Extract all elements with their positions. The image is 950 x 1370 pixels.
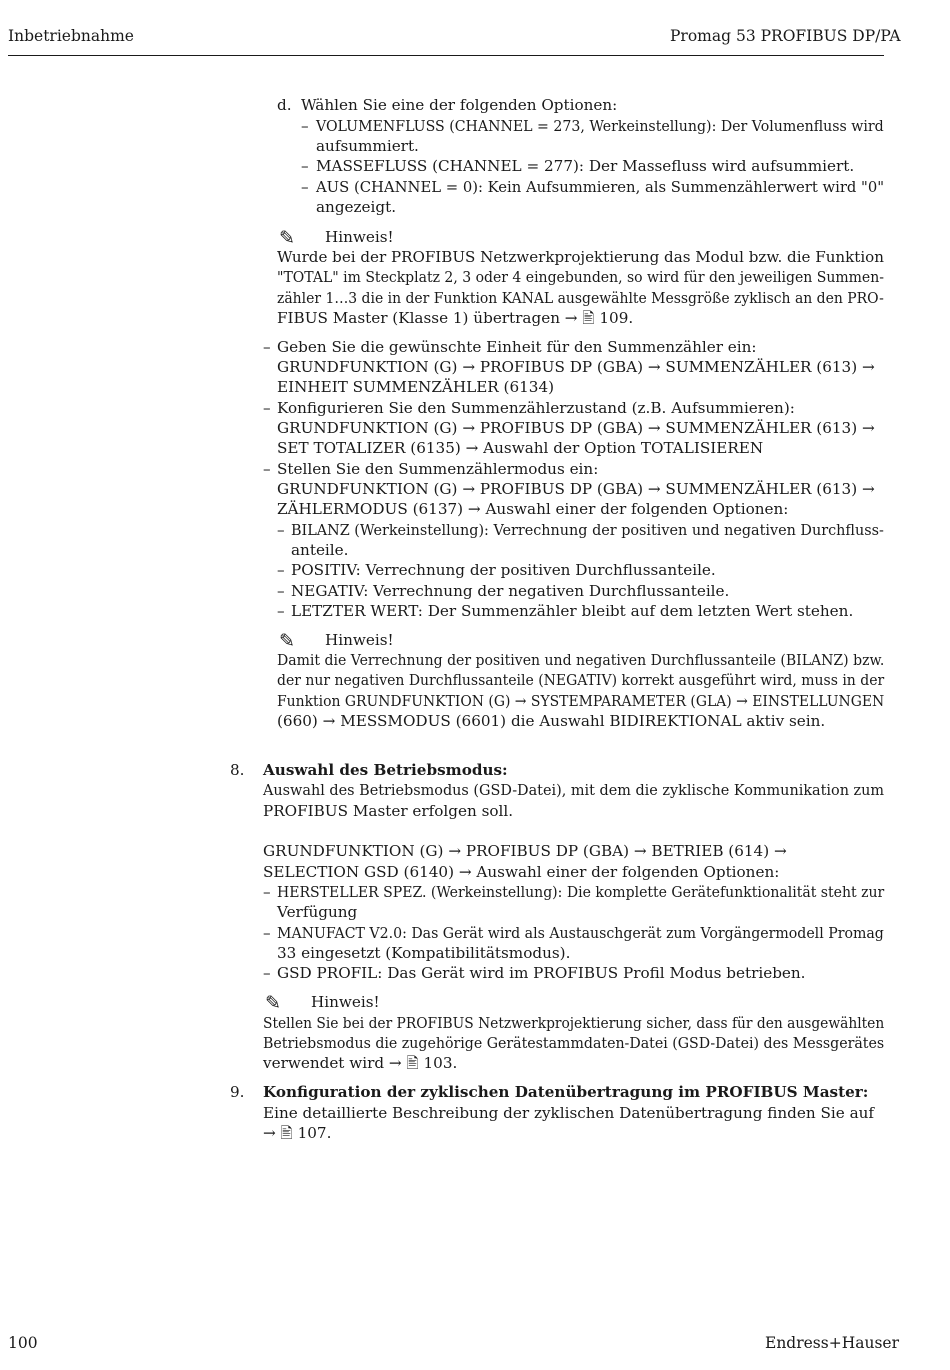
step-8-option-cont: Verfügung bbox=[277, 903, 358, 921]
config-item-path: ZÄHLERMODUS (6137) → Auswahl einer der folgenden Optionen: bbox=[277, 500, 789, 518]
dash-icon: – bbox=[301, 178, 309, 196]
note-line: (660) → MESSMODUS (6601) die Auswahl BIDIREKTIONAL aktiv sein. bbox=[277, 712, 826, 730]
step-8-text: PROFIBUS Master erfolgen soll. bbox=[263, 802, 514, 820]
mode-option: LETZTER WERT: Der Summenzähler bleibt auf dem letzten Wert stehen. bbox=[291, 602, 854, 620]
step-d-option-cont: angezeigt. bbox=[316, 198, 397, 216]
note-title: Hinweis! bbox=[325, 631, 394, 649]
step-8-number: 8. bbox=[230, 761, 245, 779]
step-9-text: Eine detaillierte Beschreibung der zyklischen Datenübertragung finden Sie auf bbox=[263, 1104, 875, 1122]
dash-icon: – bbox=[301, 117, 309, 135]
step-d-intro: Wählen Sie eine der folgenden Optionen: bbox=[301, 96, 618, 114]
note-line: verwendet wird → 🖹 103. bbox=[263, 1054, 458, 1072]
dash-icon: – bbox=[263, 338, 271, 356]
step-8-option: GSD PROFIL: Das Gerät wird im PROFIBUS Profil Modus betrieben. bbox=[277, 964, 806, 982]
footer-company: Endress+Hauser bbox=[765, 1334, 899, 1352]
config-item-path: GRUNDFUNKTION (G) → PROFIBUS DP (GBA) → SUMMENZÄHLER (613) → bbox=[277, 358, 875, 376]
dash-icon: – bbox=[263, 460, 271, 478]
pencil-icon: ✎ bbox=[265, 992, 281, 1014]
dash-icon: – bbox=[263, 924, 271, 942]
step-9-number: 9. bbox=[230, 1083, 245, 1101]
step-d-option-cont: aufsummiert. bbox=[316, 137, 419, 155]
header-rule bbox=[8, 55, 884, 56]
step-d-option: AUS (CHANNEL = 0): Kein Aufsummieren, als Summenzählerwert wird "0" bbox=[316, 178, 885, 196]
step-8-option-cont: 33 eingesetzt (Kompatibilitätsmodus). bbox=[277, 944, 571, 962]
config-item-path: SET TOTALIZER (6135) → Auswahl der Option TOTALISIEREN bbox=[277, 439, 764, 457]
config-item-path: EINHEIT SUMMENZÄHLER (6134) bbox=[277, 378, 555, 396]
note-line: Funktion GRUNDFUNKTION (G) → SYSTEMPARAMETER (GLA) → EINSTELLUNGEN bbox=[277, 692, 885, 710]
mode-option: POSITIV: Verrechnung der positiven Durchflussanteile. bbox=[291, 561, 716, 579]
running-header-product: Promag 53 PROFIBUS DP/PA bbox=[670, 27, 901, 45]
dash-icon: – bbox=[263, 883, 271, 901]
note-title: Hinweis! bbox=[311, 993, 380, 1011]
dash-icon: – bbox=[277, 602, 285, 620]
step-d-option: VOLUMENFLUSS (CHANNEL = 273, Werkeinstellung): Der Volumenfluss wird bbox=[316, 117, 884, 135]
config-item: Stellen Sie den Summenzählermodus ein: bbox=[277, 460, 599, 478]
step-9-heading: Konfiguration der zyklischen Datenübertragung im PROFIBUS Master: bbox=[263, 1083, 869, 1101]
step-d-marker: d. bbox=[277, 96, 292, 114]
step-8-option: MANUFACT V2.0: Das Gerät wird als Austauschgerät zum Vorgängermodell Promag bbox=[277, 924, 884, 942]
note-line: FIBUS Master (Klasse 1) übertragen → 🖹 109. bbox=[277, 309, 634, 327]
config-item-path: GRUNDFUNKTION (G) → PROFIBUS DP (GBA) → SUMMENZÄHLER (613) → bbox=[277, 480, 875, 498]
config-item: Geben Sie die gewünschte Einheit für den Summenzähler ein: bbox=[277, 338, 757, 356]
dash-icon: – bbox=[277, 521, 285, 539]
note-line: Wurde bei der PROFIBUS Netzwerkprojektierung das Modul bzw. die Funktion bbox=[277, 248, 884, 266]
note-line: Stellen Sie bei der PROFIBUS Netzwerkprojektierung sicher, dass für den ausgewählten bbox=[263, 1014, 885, 1032]
pencil-icon: ✎ bbox=[279, 227, 295, 249]
note-line: "TOTAL" im Steckplatz 2, 3 oder 4 eingebunden, so wird für den jeweiligen Summen- bbox=[277, 268, 884, 286]
dash-icon: – bbox=[263, 964, 271, 982]
page-number: 100 bbox=[8, 1334, 38, 1352]
note-line: Betriebsmodus die zugehörige Gerätestammdaten-Datei (GSD-Datei) des Messgerätes bbox=[263, 1034, 885, 1052]
note-line: Damit die Verrechnung der positiven und negativen Durchflussanteile (BILANZ) bzw. bbox=[277, 651, 885, 669]
pencil-icon: ✎ bbox=[279, 630, 295, 652]
step-d-option: MASSEFLUSS (CHANNEL = 277): Der Massefluss wird aufsummiert. bbox=[316, 157, 855, 175]
config-item: Konfigurieren Sie den Summenzählerzustand (z.B. Aufsummieren): bbox=[277, 399, 795, 417]
note-line: der nur negativen Durchflussanteile (NEGATIV) korrekt ausgeführt wird, muss in der bbox=[277, 671, 885, 689]
note-line: zähler 1…3 die in der Funktion KANAL ausgewählte Messgröße zyklisch an den PRO- bbox=[277, 289, 884, 307]
step-8-path: SELECTION GSD (6140) → Auswahl einer der folgenden Optionen: bbox=[263, 863, 780, 881]
running-header-section: Inbetriebnahme bbox=[8, 27, 134, 45]
mode-option: NEGATIV: Verrechnung der negativen Durchflussanteile. bbox=[291, 582, 730, 600]
dash-icon: – bbox=[301, 157, 309, 175]
step-9-text: → 🖹 107. bbox=[263, 1124, 332, 1142]
step-8-path: GRUNDFUNKTION (G) → PROFIBUS DP (GBA) → BETRIEB (614) → bbox=[263, 842, 787, 860]
note-title: Hinweis! bbox=[325, 228, 394, 246]
config-item-path: GRUNDFUNKTION (G) → PROFIBUS DP (GBA) → SUMMENZÄHLER (613) → bbox=[277, 419, 875, 437]
step-8-option: HERSTELLER SPEZ. (Werkeinstellung): Die komplette Gerätefunktionalität steht zur bbox=[277, 883, 885, 901]
step-8-heading: Auswahl des Betriebsmodus: bbox=[263, 761, 508, 779]
dash-icon: – bbox=[277, 561, 285, 579]
mode-option: BILANZ (Werkeinstellung): Verrechnung der positiven und negativen Durchfluss- bbox=[291, 521, 884, 539]
step-8-text: Auswahl des Betriebsmodus (GSD-Datei), mit dem die zyklische Kommunikation zum bbox=[263, 781, 885, 799]
dash-icon: – bbox=[277, 582, 285, 600]
mode-option-cont: anteile. bbox=[291, 541, 349, 559]
dash-icon: – bbox=[263, 399, 271, 417]
